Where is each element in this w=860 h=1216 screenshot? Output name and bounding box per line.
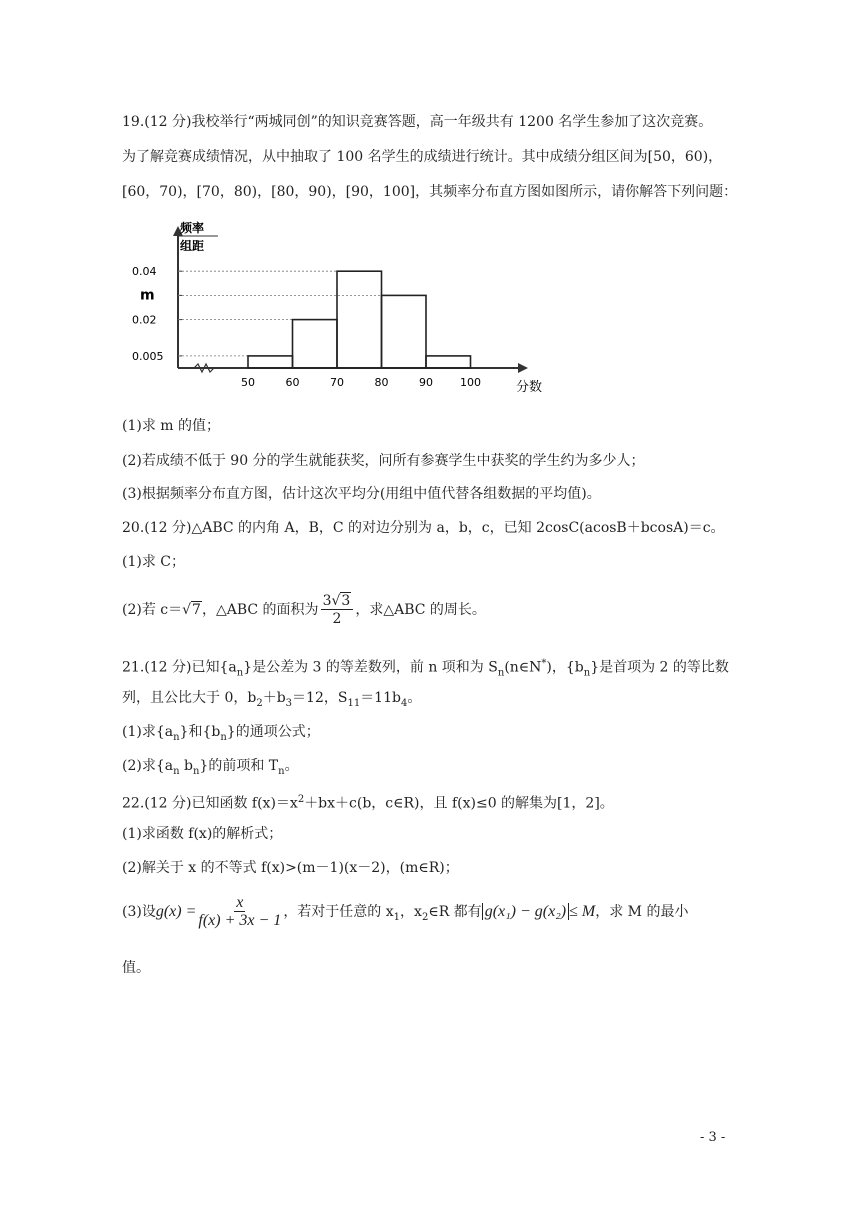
histogram-bar — [248, 356, 293, 368]
q19-sub1: (1)求 m 的值； — [122, 418, 221, 434]
q19-line2: 为了解竞赛成绩情况，从中抽取了 100 名学生的成绩进行统计。其中成绩分组区间为[50，60)， — [122, 149, 723, 165]
y-label-top: 频率 — [180, 221, 205, 235]
x-tick-label: 50 — [241, 376, 255, 389]
q21-sub1: (1)求$\{a_n\}$和$\{b_n\}$的通项公式； — [122, 724, 320, 743]
frequency-histogram — [120, 214, 570, 400]
histogram-bar — [426, 356, 471, 368]
q22-sub2: (2)解关于 x 的不等式 f(x)>(m－1)(x－2)，(m∈R)； — [122, 860, 459, 876]
x-tick-label: 60 — [285, 376, 300, 389]
page-number: - 3 - — [700, 1130, 726, 1145]
x-axis-arrow — [518, 363, 528, 373]
q19-sub3: (3)根据频率分布直方图，估计这次平均分(用组中值代替各组数据的平均值)。 — [122, 486, 601, 502]
x-tick-label: 100 — [460, 376, 481, 389]
area-fraction: $\frac{3√3}{2}$ — [321, 593, 354, 628]
x-tick-label: 70 — [330, 376, 344, 389]
q20-sub2: (2)若 c＝√7，△ABC 的面积为 $\frac{3√3}{2}$ ，求△ABC 的周长。 — [122, 592, 486, 627]
q20-sub1: (1)求 C； — [122, 554, 185, 570]
y-tick-label: 0.02 — [132, 313, 157, 327]
q19-line1: 19.(12 分)我校举行“两城同创”的知识竞赛答题，高一年级共有 1200 名学生参加了这次竞赛。 — [122, 114, 713, 130]
y-tick-label: 0.04 — [132, 265, 157, 279]
g-fraction: $\frac{x}{f(x) + 3x - 1}$ — [198, 893, 282, 929]
x-axis-label: 分数 — [516, 380, 543, 395]
q19-line3: [60，70)，[70，80)，[80，90)，[90，100]，其频率分布直方图如图所示，请你解答下列问题： — [122, 184, 738, 200]
histogram-bar — [293, 320, 338, 368]
q20-line1: 20.(12 分)△ABC 的内角 A，B，C 的对边分别为 a，b，c，已知 2cosC(acosB＋bcosA)＝c。 — [122, 520, 725, 536]
q21-line2: 列，且公比大于 0，$b_2+b_3=12$，$S_{11}=11b_4$。 — [122, 690, 422, 709]
histogram-bar — [337, 271, 382, 368]
y-tick-label: m — [140, 287, 155, 304]
q22-sub3: (3)设g(x) = $\frac{x}{f(x) + 3x - 1}$ ，若对于任意的 $x_1$，$x_2\in R$ 都有 g(x₁) − g(x₂) ≤ M，求 M 的最小 — [122, 893, 689, 929]
histogram-marks — [132, 220, 542, 395]
q22-sub1: (1)求函数 f(x)的解析式； — [122, 826, 283, 842]
y-tick-label: 0.005 — [132, 349, 164, 363]
y-label-bottom: 组距 — [180, 239, 205, 253]
x-tick-label: 80 — [374, 376, 389, 389]
histogram-bar — [382, 295, 427, 368]
q21-line1: 21.(12 分)已知$\{a_n\}$是公差为 3 的等差数列，前 n 项和为 $S_n(n\in N^*)$，$\{b_n\}$是首项为 2 的等比数 — [122, 658, 729, 679]
abs-difference: g(x₁) − g(x₂) — [482, 903, 569, 920]
q21-sub2: (2)求{$a_n$ $b_n$}的前项和 $T_n$。 — [122, 758, 299, 777]
q19-sub2: (2)若成绩不低于 90 分的学生就能获奖，问所有参赛学生中获奖的学生约为多少人； — [122, 453, 645, 469]
x-tick-label: 90 — [419, 376, 433, 389]
q22-line1: 22.(12 分)已知函数 $f(x)=x^2+bx+c(b$，c∈R)，且 f(x)≤0 的解集为[1，2]。 — [122, 794, 614, 812]
sqrt-seven: √7 — [182, 602, 201, 618]
q22-sub3-tail: 值。 — [122, 960, 150, 976]
